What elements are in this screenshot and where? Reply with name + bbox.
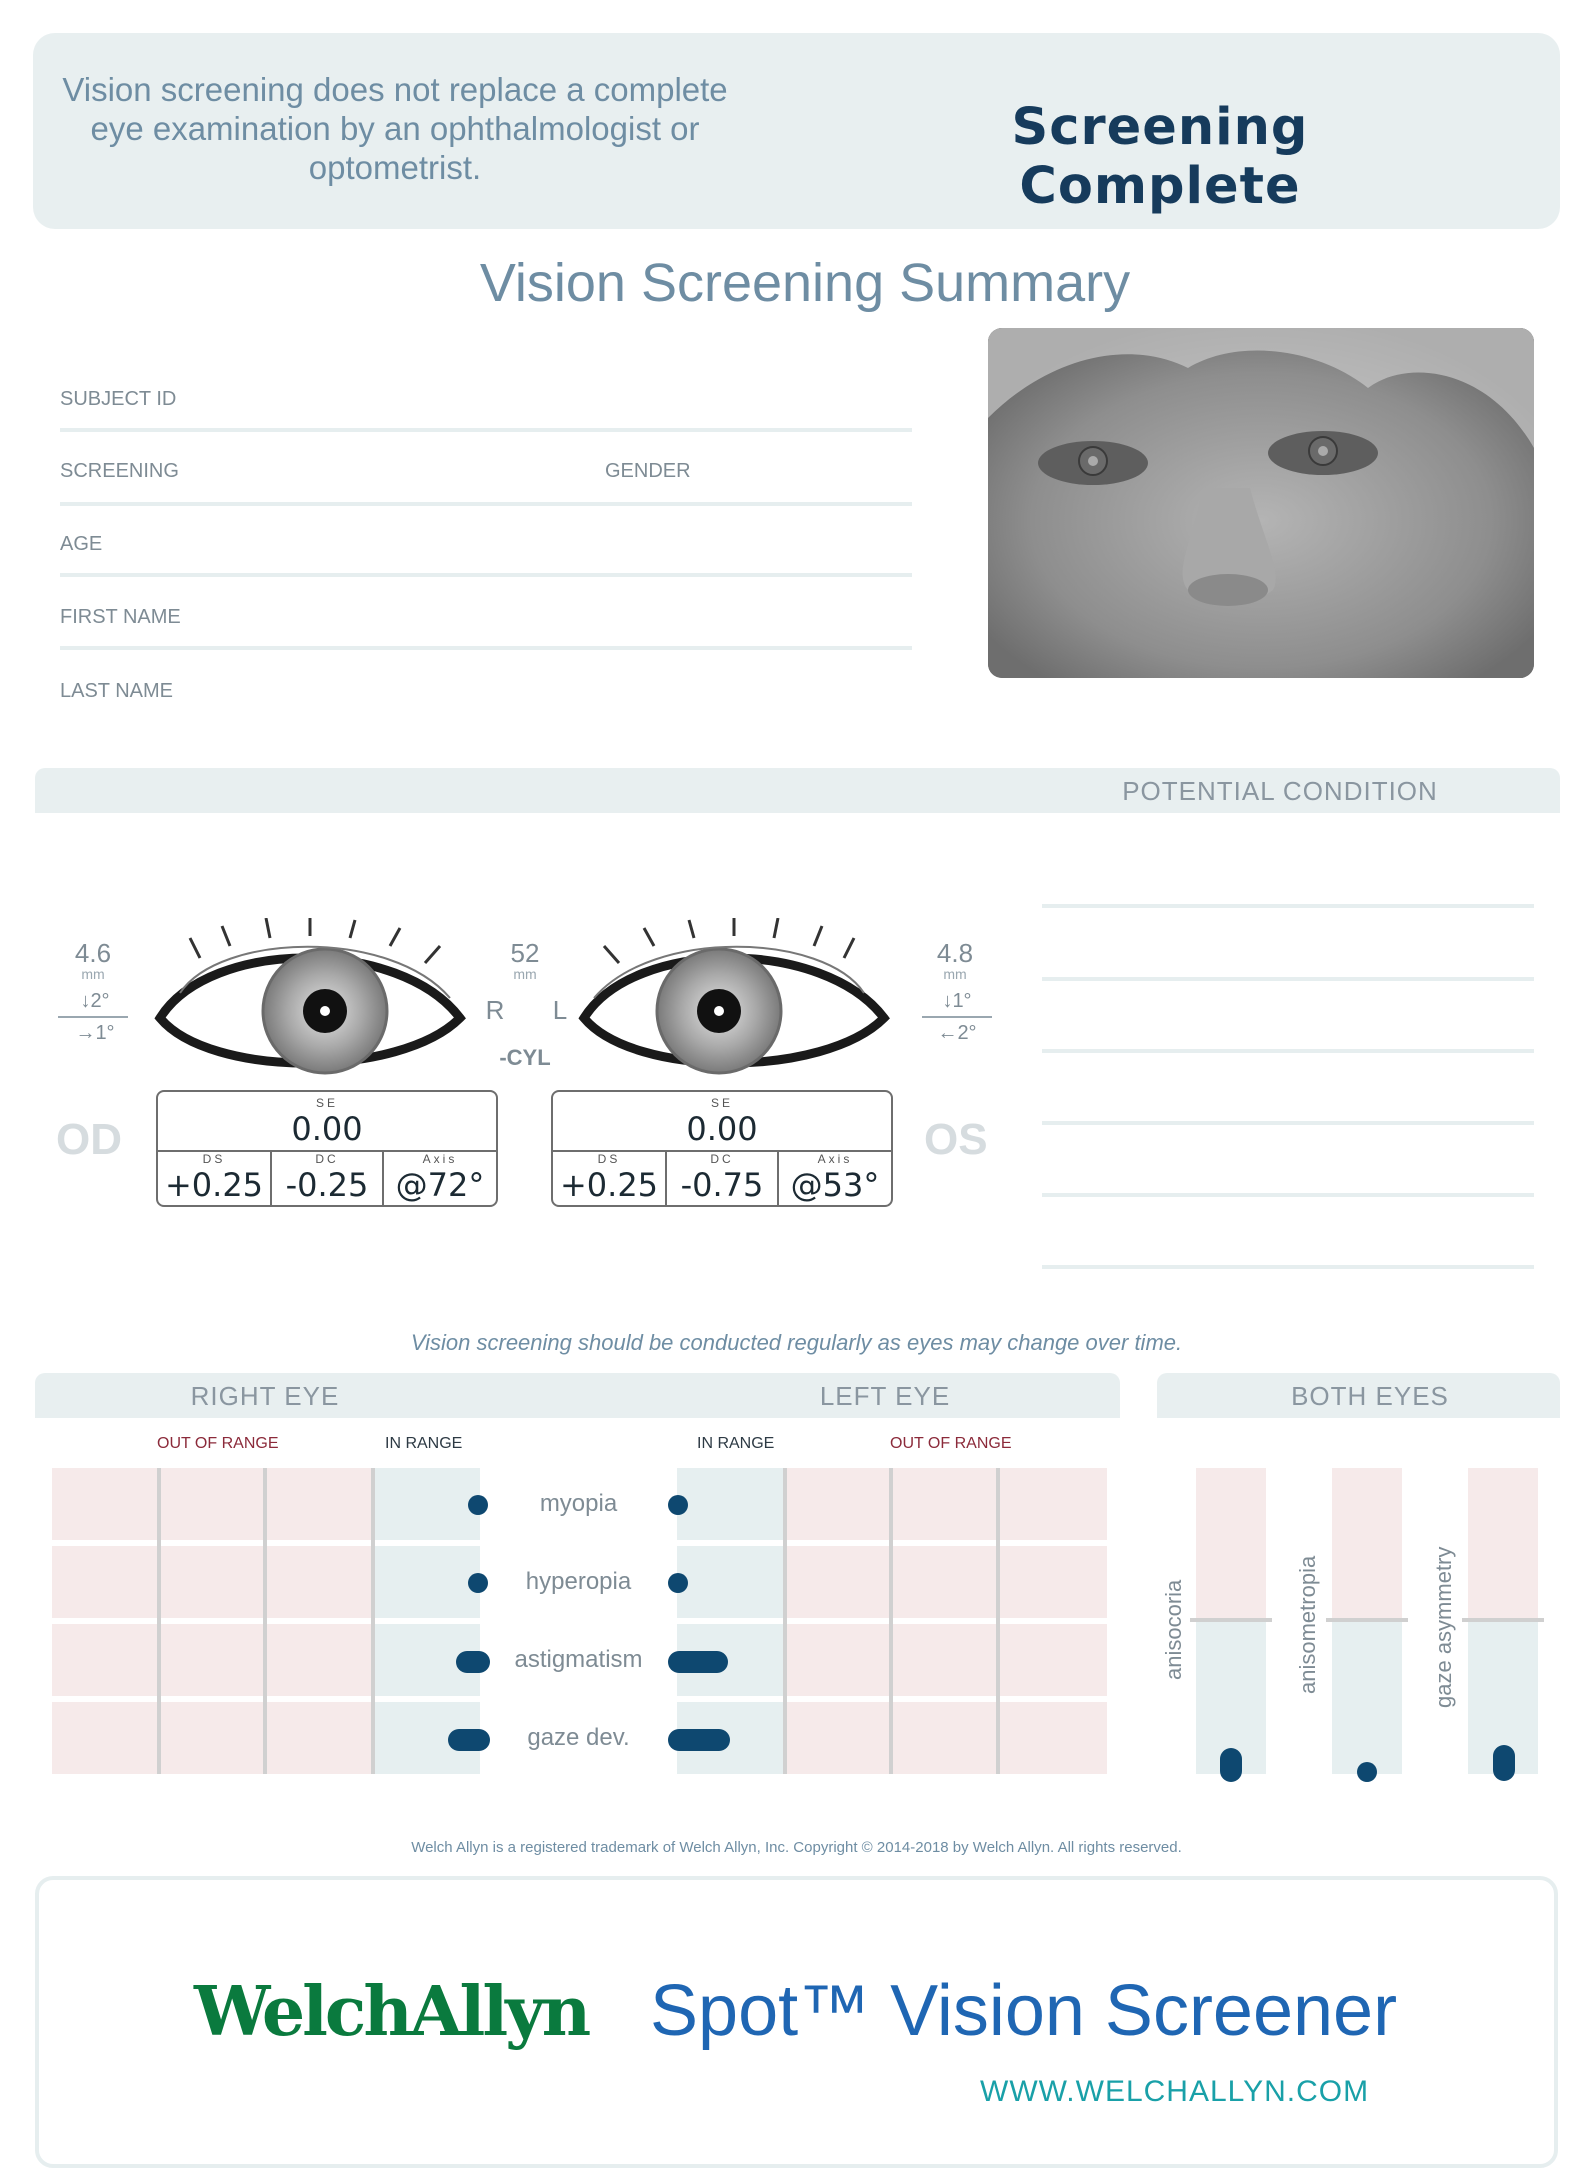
left-ds-label: DS (597, 1152, 621, 1166)
condition-line (1042, 1265, 1534, 1269)
potential-condition-title: POTENTIAL CONDITION (1122, 776, 1438, 806)
left-in-range-label: IN RANGE (697, 1435, 775, 1452)
right-gaze-vertical: ↓2° (80, 990, 110, 1012)
left-marker: L (552, 995, 568, 1025)
anisocoria-label: anisocoria (1161, 1579, 1186, 1680)
right-myopia-in-band (372, 1468, 480, 1540)
right-astigmatism-marker (456, 1651, 490, 1673)
left-eye-title: LEFT EYE (819, 1381, 951, 1411)
left-gaze-marker (668, 1729, 730, 1751)
copyright-text: Welch Allyn is a registered trademark of Welch Allyn, Inc. Copyright © 2014-2018 by Welch Allyn. All rights reserved. (411, 1839, 1182, 1856)
right-gaze-out-band (52, 1702, 372, 1774)
right-gaze-horizontal: →1° (75, 1022, 115, 1044)
left-pupil-unit: mm (943, 966, 967, 982)
right-astigmatism-out-band (52, 1624, 372, 1696)
left-gaze-vertical: ↓1° (942, 990, 972, 1012)
left-pupil-size: 4.8 (936, 938, 974, 968)
left-axis-cell (779, 1152, 891, 1205)
left-gaze-out-band (785, 1702, 1107, 1774)
gaze-asymmetry-threshold (1462, 1618, 1544, 1622)
left-hyperopia-out-band (785, 1546, 1107, 1618)
condition-gaze-dev: gaze dev. (527, 1724, 630, 1751)
gaze-asymmetry-marker (1493, 1745, 1515, 1781)
left-myopia-in-band (677, 1468, 785, 1540)
screening-label: SCREENING (60, 460, 179, 482)
website-link[interactable]: WWW.WELCHALLYN.COM (980, 2075, 1370, 2108)
condition-line (1042, 1193, 1534, 1197)
right-grid-line (263, 1468, 267, 1774)
left-astigmatism-marker (668, 1651, 728, 1673)
pd-unit: mm (513, 966, 537, 982)
disclaimer-text: Vision screening does not replace a complete eye examination by an ophthalmologist or optometrist. (62, 71, 728, 186)
condition-astigmatism: astigmatism (514, 1646, 643, 1673)
right-se-cell (158, 1092, 496, 1152)
left-dc-value: -0.75 (680, 1166, 764, 1204)
right-gaze-marker (448, 1729, 490, 1751)
right-se-value: 0.00 (291, 1110, 363, 1148)
anisometropia-out-band (1332, 1468, 1402, 1620)
welch-allyn-logo: WelchAllyn (194, 1972, 589, 2052)
age-label: AGE (60, 533, 103, 555)
left-se-value: 0.00 (686, 1110, 758, 1148)
left-hyperopia-marker (668, 1573, 688, 1593)
gender-label: GENDER (605, 460, 691, 482)
anisometropia-threshold (1326, 1618, 1408, 1622)
right-dc-value: -0.25 (285, 1166, 369, 1204)
left-dc-label: DC (710, 1152, 734, 1166)
left-ds-cell (553, 1152, 667, 1205)
right-marker: R (485, 995, 505, 1025)
age-line (60, 573, 912, 577)
pupillary-distance: 52 (510, 938, 540, 968)
condition-line (1042, 1049, 1534, 1053)
right-grid-line (371, 1468, 375, 1774)
right-hyperopia-out-band (52, 1546, 372, 1618)
left-astigmatism-out-band (785, 1624, 1107, 1696)
left-myopia-marker (668, 1495, 688, 1515)
right-hyperopia-in-band (372, 1546, 480, 1618)
anisometropia-marker (1357, 1762, 1377, 1782)
left-grid-line (783, 1468, 787, 1774)
left-ds-value: +0.25 (559, 1166, 659, 1204)
condition-hyperopia: hyperopia (525, 1568, 632, 1595)
right-eye-illustration (150, 918, 470, 1088)
right-myopia-out-band (52, 1468, 372, 1540)
condition-line (1042, 1121, 1534, 1125)
gaze-asymmetry-label: gaze asymmetry (1431, 1546, 1456, 1708)
right-out-of-range-label: OUT OF RANGE (157, 1435, 279, 1452)
right-ds-cell (158, 1152, 272, 1205)
od-label: OD (56, 1115, 122, 1164)
left-axis-value: @53° (790, 1166, 880, 1204)
condition-line (1042, 904, 1534, 908)
right-gaze-divider (58, 1016, 128, 1018)
right-in-range-label: IN RANGE (385, 1435, 463, 1452)
page-title: Vision Screening Summary (479, 253, 1131, 313)
cyl-notation: -CYL (499, 1045, 551, 1070)
face-image (988, 328, 1534, 678)
left-dc-cell (667, 1152, 779, 1205)
left-grid-line (889, 1468, 893, 1774)
left-se-cell (553, 1092, 891, 1152)
anisocoria-out-band (1196, 1468, 1266, 1620)
anisometropia-label: anisometropia (1295, 1555, 1320, 1694)
left-axis-label: Axis (817, 1152, 853, 1166)
left-myopia-out-band (785, 1468, 1107, 1540)
right-axis-cell (384, 1152, 496, 1205)
anisocoria-threshold (1190, 1618, 1272, 1622)
subject-id-label: SUBJECT ID (60, 388, 177, 410)
right-axis-value: @72° (395, 1166, 485, 1204)
left-se-label: SE (710, 1096, 733, 1110)
left-gaze-horizontal: ←2° (937, 1022, 977, 1044)
right-hyperopia-marker (468, 1573, 488, 1593)
condition-line (1042, 977, 1534, 981)
right-grid-line (157, 1468, 161, 1774)
right-dc-cell (272, 1152, 384, 1205)
right-axis-label: Axis (422, 1152, 458, 1166)
right-myopia-marker (468, 1495, 488, 1515)
right-dc-label: DC (315, 1152, 339, 1166)
screening-status: Screening Complete (1011, 98, 1309, 216)
last-name-label: LAST NAME (60, 680, 173, 702)
both-eyes-title: BOTH EYES (1291, 1381, 1449, 1411)
screening-line (60, 502, 912, 506)
right-pupil-unit: mm (81, 966, 105, 982)
left-out-of-range-label: OUT OF RANGE (890, 1435, 1012, 1452)
screening-tagline: Vision screening should be conducted regularly as eyes may change over time. (410, 1330, 1183, 1355)
right-eye-title: RIGHT EYE (190, 1381, 340, 1411)
left-eye-illustration (574, 918, 894, 1088)
right-pupil-size: 4.6 (74, 938, 112, 968)
anisometropia-in-band (1332, 1620, 1402, 1774)
right-ds-label: DS (202, 1152, 226, 1166)
left-eye-rx-box (551, 1090, 893, 1207)
left-hyperopia-in-band (677, 1546, 785, 1618)
gaze-asymmetry-out-band (1468, 1468, 1538, 1620)
right-eye-rx-box (156, 1090, 498, 1207)
condition-myopia: myopia (539, 1490, 618, 1517)
right-se-label: SE (315, 1096, 338, 1110)
right-ds-value: +0.25 (164, 1166, 264, 1204)
os-label: OS (924, 1115, 988, 1164)
subject-id-line (60, 428, 912, 432)
subject-photo (988, 328, 1534, 678)
left-grid-line (996, 1468, 1000, 1774)
product-name: Spot™ Vision Screener (650, 1971, 1398, 2051)
first-name-label: FIRST NAME (60, 606, 181, 628)
first-name-line (60, 646, 912, 650)
anisocoria-marker (1220, 1748, 1242, 1782)
left-gaze-divider (922, 1016, 992, 1018)
